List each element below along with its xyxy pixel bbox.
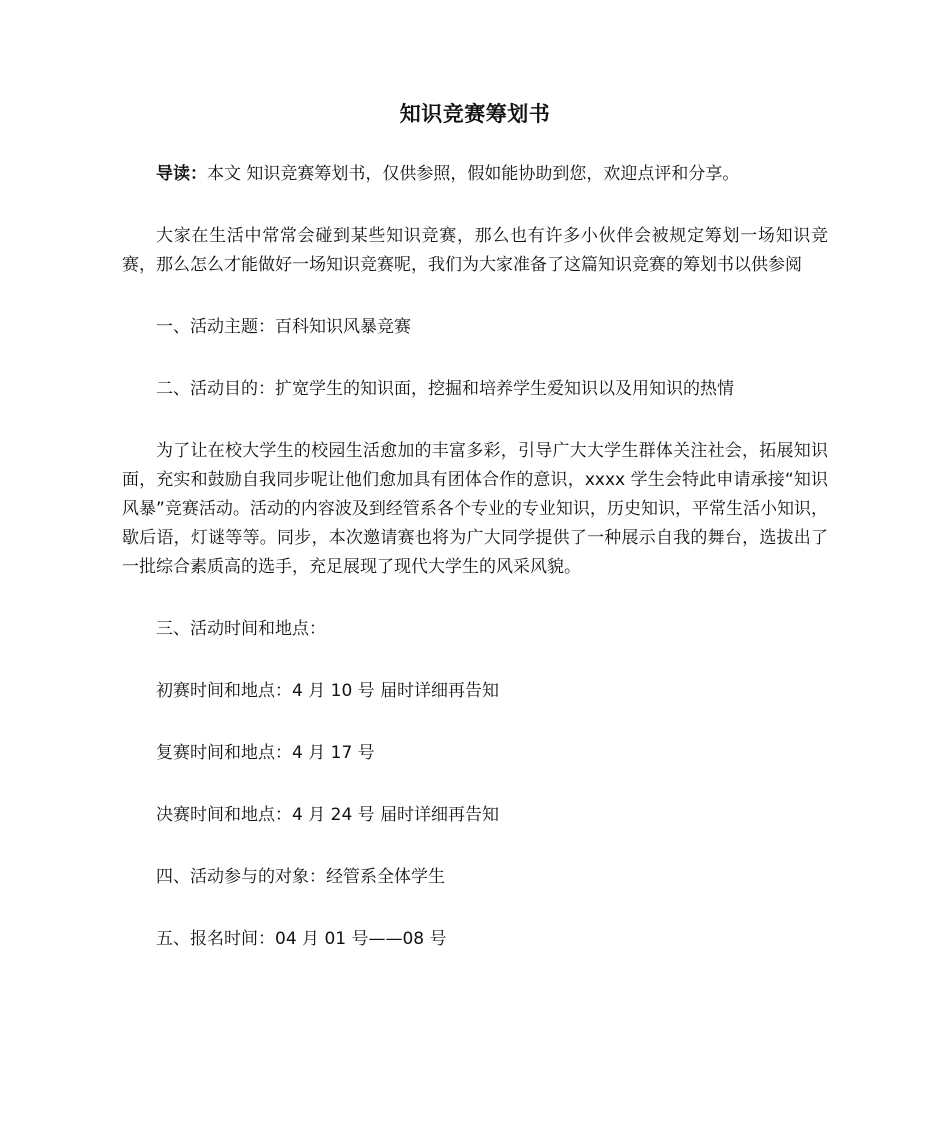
section-participants: 四、活动参与的对象：经管系全体学生 xyxy=(156,867,445,887)
lead-label: 导读： xyxy=(156,164,207,184)
lead-paragraph xyxy=(122,160,828,189)
section-purpose: 二、活动目的：扩宽学生的知识面，挖掘和培养学生爱知识以及用知识的热情 xyxy=(156,379,734,399)
section-theme: 一、活动主题：百科知识风暴竞赛 xyxy=(156,317,411,337)
second-round: 复赛时间和地点：4 月 17 号 xyxy=(156,743,375,763)
purpose-detail-paragraph: 为了让在校大学生的校园生活愈加的丰富多彩，引导广大大学生群体关注社会，拓展知识面，充实和鼓励自我同步呢让他们愈加具有团体合作的意识，xxxx 学生会特此申请承接“知识风暴”竞赛活动。活动的内容波及到经管系各个专业的专业知识，历史知识，平常生活小知识，歇后语，灯谜等等。同步，本次邀请赛也将为广大同学提供了一种展示自我的舞台，选拔出了一批综合素质高的选手，充足展现了现代大学生的风采风貌。 xyxy=(122,441,828,577)
document-title: 知识竞赛筹划书 xyxy=(399,102,551,126)
preliminary-round: 初赛时间和地点：4 月 10 号 届时详细再告知 xyxy=(156,681,500,701)
section-registration: 五、报名时间：04 月 01 号——08 号 xyxy=(156,929,447,949)
intro-paragraph: 大家在生活中常常会碰到某些知识竞赛，那么也有许多小伙伴会被规定筹划一场知识竞赛，那么怎么才能做好一场知识竞赛呢，我们为大家准备了这篇知识竞赛的筹划书以供参阅 xyxy=(122,226,828,275)
section-time-place: 三、活动时间和地点： xyxy=(156,619,326,639)
lead-text: 本文 知识竞赛筹划书，仅供参照，假如能协助到您，欢迎点评和分享。 xyxy=(207,164,740,184)
final-round: 决赛时间和地点：4 月 24 号 届时详细再告知 xyxy=(156,805,500,825)
